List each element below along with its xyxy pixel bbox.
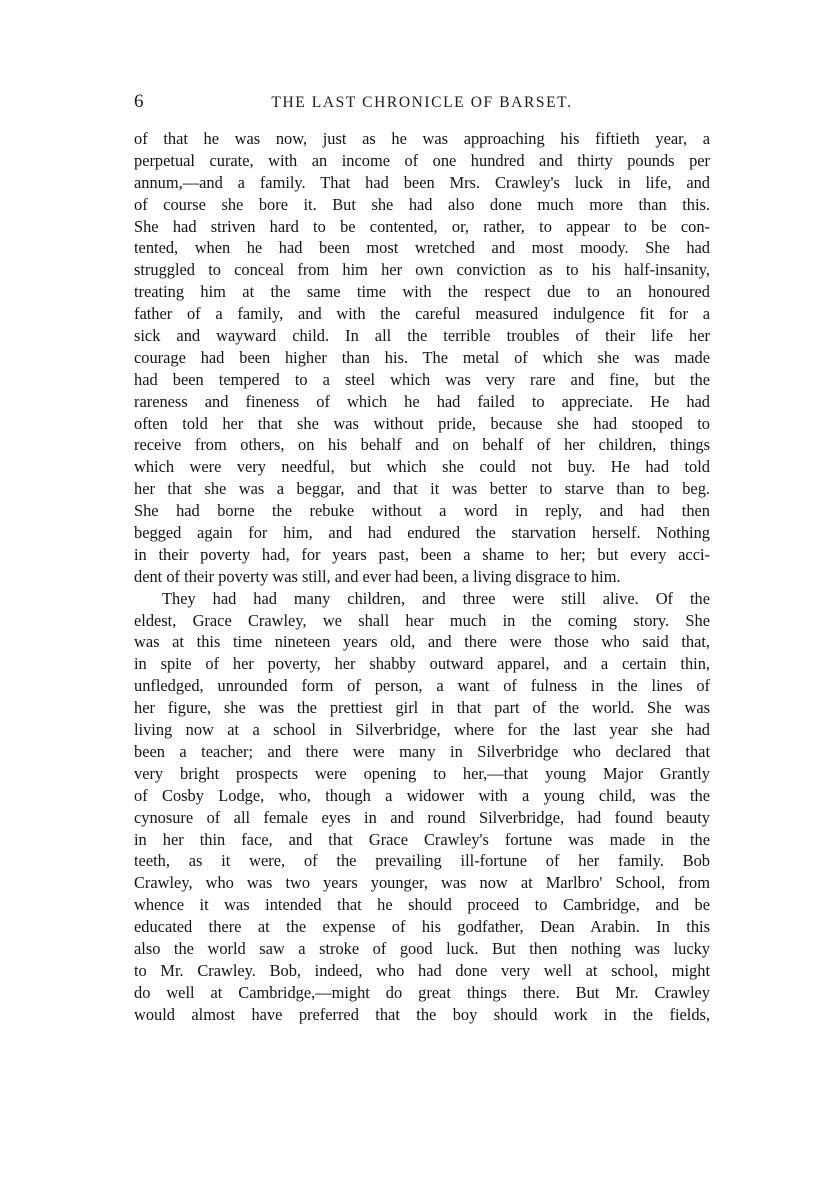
text-line: struggled to conceal from him her own conviction as to his half-insanity, — [134, 260, 710, 280]
text-line: rareness and fineness of which he had failed to appreciate. He had — [134, 391, 710, 411]
text-line: often told her that she was without pride, because she had stooped to — [134, 413, 710, 433]
page-header — [134, 92, 710, 116]
text-line: been a teacher; and there were many in Silverbridge who declared that — [134, 741, 710, 761]
text-line: teeth, as it were, of the prevailing ill-fortune of her family. Bob — [134, 851, 710, 871]
text-line: father of a family, and with the careful measured indulgence fit for a — [134, 304, 710, 324]
text-line: She had striven hard to be contented, or, rather, to appear to be con- — [134, 216, 710, 236]
text-line: perpetual curate, with an income of one hundred and thirty pounds per — [134, 150, 710, 170]
text-line: of course she bore it. But she had also done much more than this. — [134, 194, 710, 214]
text-line: eldest, Grace Crawley, we shall hear much in the coming story. She — [134, 610, 710, 630]
text-line: receive from others, on his behalf and on behalf of her children, things — [134, 435, 710, 455]
page-number: 6 — [134, 91, 144, 112]
text-line: would almost have preferred that the boy should work in the fields, — [134, 1004, 710, 1024]
text-line: begged again for him, and had endured the starvation herself. Nothing — [134, 523, 710, 543]
text-line: her figure, she was the prettiest girl in that part of the world. She was — [134, 698, 710, 718]
text-line: She had borne the rebuke without a word in reply, and had then — [134, 501, 710, 521]
text-line: annum,—and a family. That had been Mrs. Crawley's luck in life, and — [134, 172, 710, 192]
text-line: dent of their poverty was still, and ever had been, a living disgrace to him. — [134, 566, 621, 586]
text-line: living now at a school in Silverbridge, where for the last year she had — [134, 720, 710, 740]
text-line: in her thin face, and that Grace Crawley's fortune was made in the — [134, 829, 710, 849]
text-line: also the world saw a stroke of good luck. But then nothing was lucky — [134, 938, 710, 958]
text-line: courage had been higher than his. The metal of which she was made — [134, 347, 710, 367]
running-title: THE LAST CHRONICLE OF BARSET. — [271, 94, 573, 111]
text-line: sick and wayward child. In all the terrible troubles of their life her — [134, 326, 710, 346]
text-line: which were very needful, but which she could not buy. He had told — [134, 457, 710, 477]
text-line: Crawley, who was two years younger, was now at Marlbro' School, from — [134, 873, 710, 893]
text-line: her that she was a beggar, and that it was better to starve than to beg. — [134, 479, 710, 499]
text-line: in spite of her poverty, her shabby outward apparel, and a certain thin, — [134, 654, 710, 674]
text-line: do well at Cambridge,—might do great things there. But Mr. Crawley — [134, 982, 710, 1002]
text-line: very bright prospects were opening to her,—that young Major Grantly — [134, 763, 710, 783]
text-line: of Cosby Lodge, who, though a widower with a young child, was the — [134, 785, 710, 805]
text-line: whence it was intended that he should proceed to Cambridge, and be — [134, 895, 710, 915]
text-line: tented, when he had been most wretched and most moody. She had — [134, 238, 710, 258]
text-line: in their poverty had, for years past, been a shame to her; but every acci- — [134, 544, 710, 564]
text-line: to Mr. Crawley. Bob, indeed, who had done very well at school, might — [134, 960, 710, 980]
text-line: had been tempered to a steel which was very rare and fine, but the — [134, 369, 710, 389]
text-line: unfledged, unrounded form of person, a want of fulness in the lines of — [134, 676, 710, 696]
text-line: They had had many children, and three were still alive. Of the — [162, 588, 710, 608]
text-line: of that he was now, just as he was approaching his fiftieth year, a — [134, 129, 710, 148]
body-text — [134, 128, 710, 1026]
text-line: treating him at the same time with the respect due to an honoured — [134, 282, 710, 302]
text-line: cynosure of all female eyes in and round Silverbridge, had found beauty — [134, 807, 710, 827]
text-line: educated there at the expense of his godfather, Dean Arabin. In this — [134, 917, 710, 937]
text-line: was at this time nineteen years old, and there were those who said that, — [134, 632, 710, 652]
